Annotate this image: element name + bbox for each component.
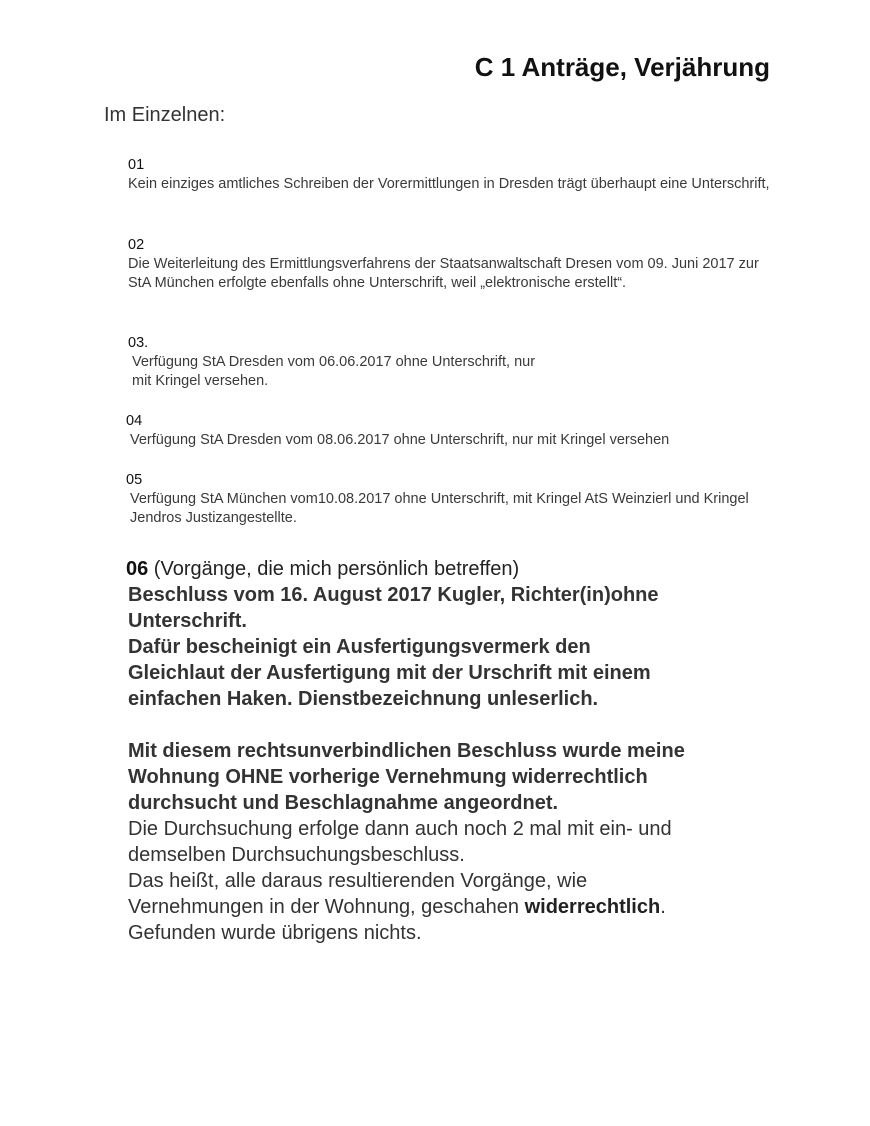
plain-line: Die Durchsuchung erfolge dann auch noch 2 mal mit ein- und — [128, 818, 672, 840]
item-text: Verfügung StA Dresden vom 08.06.2017 ohne Unterschrift, nur mit Kringel versehen — [130, 432, 670, 448]
plain-line: demselben Durchsuchungsbeschluss. — [128, 844, 465, 866]
item-number: 02 — [128, 237, 145, 253]
section-06-heading — [126, 556, 806, 582]
paragraph-gap — [126, 712, 806, 738]
page-title: C 1 Anträge, Verjährung — [474, 52, 770, 82]
section-06 — [126, 556, 806, 946]
bold-line: Unterschrift. — [128, 610, 247, 632]
list-item — [128, 334, 778, 391]
bold-line: einfachen Haken. Dienstbezeichnung unleserlich. — [128, 688, 599, 710]
item-number: 05 — [126, 472, 143, 488]
item-number: 03. — [128, 335, 149, 351]
plain-line-after: . — [660, 896, 666, 918]
emphasis-widerrechtlich: widerrechtlich — [524, 896, 661, 918]
bold-line: Dafür bescheinigt ein Ausfertigungsvermerk den — [128, 636, 591, 658]
bold-paragraph-2 — [126, 738, 806, 816]
section-06-number: 06 — [126, 558, 149, 580]
item-text-line: mit Kringel versehen. — [132, 373, 269, 389]
plain-line: Das heißt, alle daraus resultierenden Vorgänge, wie — [128, 870, 588, 892]
plain-paragraph — [126, 816, 806, 946]
bold-line: Wohnung OHNE vorherige Vernehmung widerrechtlich — [128, 766, 648, 788]
item-text: Kein einziges amtliches Schreiben der Vorermittlungen in Dresden trägt überhaupt eine Unterschrift, — [128, 176, 770, 192]
list-item — [126, 412, 786, 450]
item-text: Verfügung StA München vom10.08.2017 ohne Unterschrift, mit Kringel AtS Weinzierl und Kringel Jendros Justizangestellte. — [130, 491, 749, 526]
item-number: 04 — [126, 413, 143, 429]
intro-heading: Im Einzelnen: — [104, 104, 226, 126]
plain-line: Gefunden wurde übrigens nichts. — [128, 922, 422, 944]
bold-line: Gleichlaut der Ausfertigung mit der Urschrift mit einem — [128, 662, 651, 684]
section-06-heading-text: (Vorgänge, die mich persönlich betreffen) — [148, 558, 520, 580]
list-item — [128, 236, 778, 293]
list-item — [128, 156, 778, 194]
bold-line: durchsucht und Beschlagnahme angeordnet. — [128, 792, 559, 814]
item-text: Die Weiterleitung des Ermittlungsverfahrens der Staatsanwaltschaft Dresen vom 09. Juni 2017 zur StA München erfolgte ebenfalls ohne Unterschrift, weil „elektronische erstellt“. — [128, 256, 759, 291]
bold-line: Mit diesem rechtsunverbindlichen Beschluss wurde meine — [128, 740, 685, 762]
list-item — [126, 471, 776, 528]
item-text-line: Verfügung StA Dresden vom 06.06.2017 ohne Unterschrift, nur — [132, 354, 536, 370]
bold-paragraph-1 — [126, 582, 806, 712]
plain-line-before: Vernehmungen in der Wohnung, geschahen — [128, 896, 525, 918]
bold-line: Beschluss vom 16. August 2017 Kugler, Richter(in)ohne — [128, 584, 659, 606]
item-number: 01 — [128, 157, 145, 173]
